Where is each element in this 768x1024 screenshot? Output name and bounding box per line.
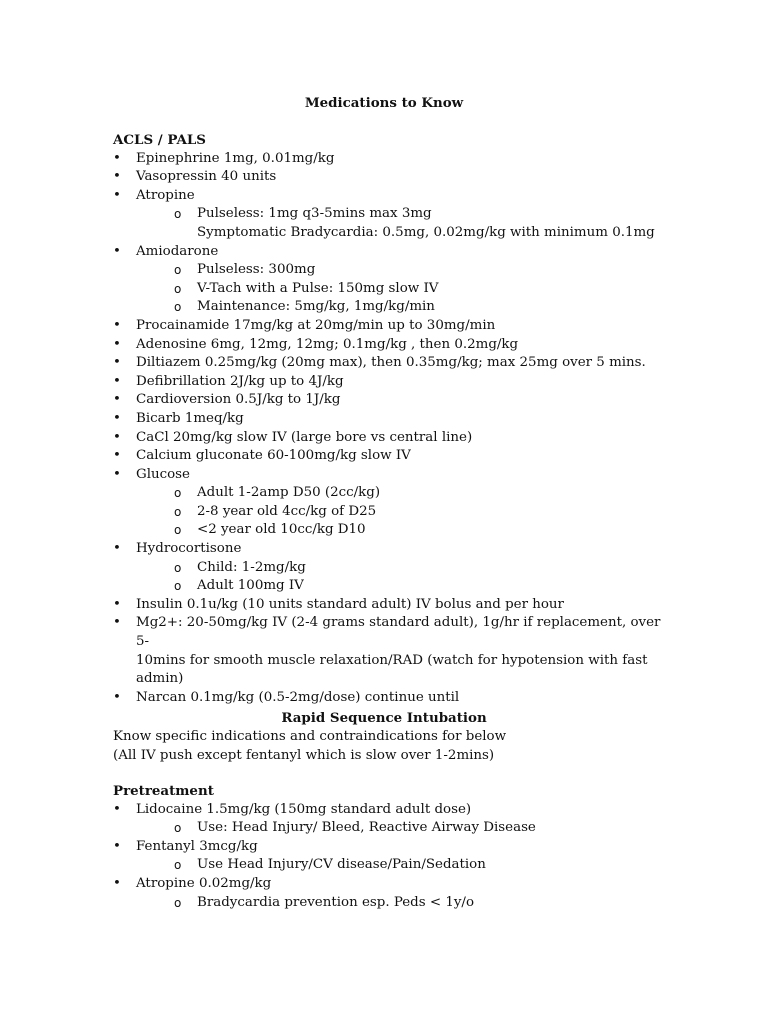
list-item: • CaCl 20mg/kg slow IV (large bore vs central line): [113, 429, 673, 448]
list-item: • Insulin 0.1u/kg (10 units standard adult) IV bolus and per hour: [113, 596, 673, 615]
rsi-note: (All IV push except fentanyl which is slow over 1-2mins): [113, 747, 495, 763]
list-item: • Diltiazem 0.25mg/kg (20mg max), then 0.35mg/kg; max 25mg over 5 mins.: [113, 354, 673, 373]
list-item: • Vasopressin 40 units: [113, 168, 673, 187]
sub-list: [136, 894, 673, 913]
item-label: • Amiodarone: [136, 243, 219, 259]
item-line: 10mins for smooth muscle relaxation/RAD (watch for hypotension with fast: [136, 652, 648, 668]
sub-list-item: o Bradycardia prevention esp. Peds < 1y/o: [174, 894, 673, 913]
item-line: admin): [136, 671, 184, 687]
item-label: • Fentanyl 3mcg/kg: [136, 838, 258, 854]
sub-list: [136, 205, 673, 242]
sub-list-item: o Adult 100mg IV: [174, 577, 673, 596]
sub-list-item: o Use Head Injury/CV disease/Pain/Sedation: [174, 856, 673, 875]
list-item: • Epinephrine 1mg, 0.01mg/kg: [113, 150, 673, 169]
list-item: • Calcium gluconate 60-100mg/kg slow IV: [113, 447, 673, 466]
sub-list: [136, 261, 673, 317]
sub-list-item: o Pulseless: 300mg: [174, 261, 673, 280]
list-item: • Cardioversion 0.5J/kg to 1J/kg: [113, 391, 673, 410]
sub-list: [136, 484, 673, 540]
list-item: • Bicarb 1meq/kg: [113, 410, 673, 429]
sub-list: [136, 819, 673, 838]
pretreatment-section: [113, 782, 673, 912]
sub-item-continuation: Symptomatic Bradycardia: 0.5mg, 0.02mg/kg with minimum 0.1mg: [197, 224, 655, 240]
acls-section: [113, 131, 673, 707]
rsi-note: Know specific indications and contraindications for below: [113, 729, 507, 744]
acls-list: [113, 150, 673, 708]
item-label: • Atropine 0.02mg/kg: [136, 875, 272, 891]
document-title: Medications to Know: [304, 95, 464, 111]
list-item: [113, 838, 673, 875]
list-item: [113, 243, 673, 317]
rsi-heading: Rapid Sequence Intubation: [281, 710, 487, 726]
pretreatment-heading: Pretreatment: [113, 783, 214, 799]
list-item: [113, 875, 673, 912]
sub-list-item: o Adult 1-2amp D50 (2cc/kg): [174, 484, 673, 503]
list-item: • Defibrillation 2J/kg up to 4J/kg: [113, 373, 673, 392]
pretreatment-list: [113, 801, 673, 913]
sub-list: [136, 559, 673, 596]
item-line: • Mg2+: 20-50mg/kg IV (2-4 grams standard adult), 1g/hr if replacement, over 5-: [136, 615, 661, 650]
list-item: [113, 614, 673, 688]
sub-list: [136, 856, 673, 875]
item-label: • Atropine: [136, 187, 195, 203]
acls-heading: ACLS / PALS: [113, 132, 206, 148]
sub-item-label: o Pulseless: 1mg q3-5mins max 3mg: [197, 206, 432, 222]
list-item: • Procainamide 17mg/kg at 20mg/min up to 30mg/min: [113, 317, 673, 336]
item-label: • Glucose: [136, 466, 190, 482]
list-item: [113, 187, 673, 243]
sub-list-item: o V-Tach with a Pulse: 150mg slow IV: [174, 280, 673, 299]
list-item: [113, 540, 673, 596]
rsi-section: [113, 728, 673, 765]
sub-list-item: [174, 205, 673, 242]
item-label: • Hydrocortisone: [136, 541, 242, 557]
sub-list-item: o Maintenance: 5mg/kg, 1mg/kg/min: [174, 298, 673, 317]
list-item: • Narcan 0.1mg/kg (0.5-2mg/dose) continue until: [113, 689, 673, 708]
sub-list-item: o Use: Head Injury/ Bleed, Reactive Airway Disease: [174, 819, 673, 838]
sub-list-item: o 2-8 year old 4cc/kg of D25: [174, 503, 673, 522]
list-item: [113, 466, 673, 540]
list-item: [113, 801, 673, 838]
sub-list-item: o <2 year old 10cc/kg D10: [174, 521, 673, 540]
item-label: • Lidocaine 1.5mg/kg (150mg standard adult dose): [136, 801, 472, 817]
sub-list-item: o Child: 1-2mg/kg: [174, 559, 673, 578]
list-item: • Adenosine 6mg, 12mg, 12mg; 0.1mg/kg , then 0.2mg/kg: [113, 336, 673, 355]
